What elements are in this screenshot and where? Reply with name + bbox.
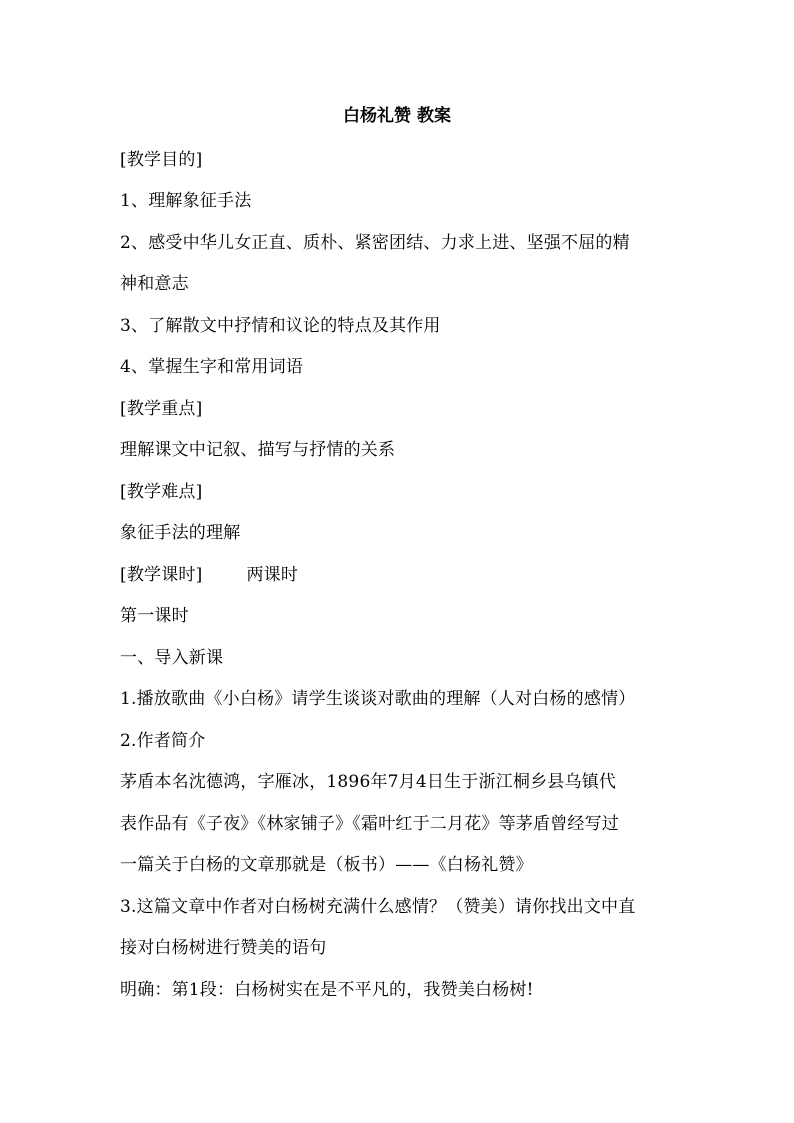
- section-heading-key-points: [教学重点]: [120, 399, 203, 419]
- class-hours-row: [120, 563, 680, 587]
- step-item-3: 3.这篇文章中作者对白杨树充满什么感情？（赞美）请你找出文中直: [120, 897, 636, 917]
- section-heading-difficulties: [教学难点]: [120, 482, 203, 502]
- class-hours-value: 两课时: [246, 565, 299, 585]
- author-intro-line-2: 表作品有《子夜》《林家铺子》《霜叶红于二月花》等茅盾曾经写过: [120, 814, 619, 834]
- key-point-text: 理解课文中记叙、描写与抒情的关系: [120, 440, 396, 460]
- step-heading-intro: 一、导入新课: [120, 648, 224, 668]
- objective-item-3: 3、了解散文中抒情和议论的特点及其作用: [120, 316, 441, 336]
- step-item-1: 1.播放歌曲《小白杨》请学生谈谈对歌曲的理解（人对白杨的感情）: [120, 689, 636, 709]
- lesson-heading-first: 第一课时: [120, 606, 189, 626]
- objective-item-1: 1、理解象征手法: [120, 191, 252, 211]
- author-intro-line-3: 一篇关于白杨的文章那就是（板书）——《白杨礼赞》: [120, 855, 533, 875]
- objective-item-2-continued: 神和意志: [120, 274, 189, 294]
- difficulty-text: 象征手法的理解: [120, 523, 241, 543]
- objective-item-4: 4、掌握生字和常用词语: [120, 357, 304, 377]
- section-heading-objectives: [教学目的]: [120, 150, 203, 170]
- document-title: 白杨礼赞 教案: [343, 106, 451, 126]
- step-item-2: 2.作者简介: [120, 731, 206, 751]
- class-hours-label: [教学课时]: [120, 565, 203, 585]
- author-intro-line-1: 茅盾本名沈德鸿，字雁冰，1896年7月4日生于浙江桐乡县乌镇代: [120, 772, 617, 792]
- objective-item-2: 2、感受中华儿女正直、质朴、紧密团结、力求上进、坚强不屈的精: [120, 233, 630, 253]
- clarification-text: 明确：第1段：白杨树实在是不平凡的，我赞美白杨树!: [120, 980, 534, 1000]
- step-item-3-continued: 接对白杨树进行赞美的语句: [120, 938, 327, 958]
